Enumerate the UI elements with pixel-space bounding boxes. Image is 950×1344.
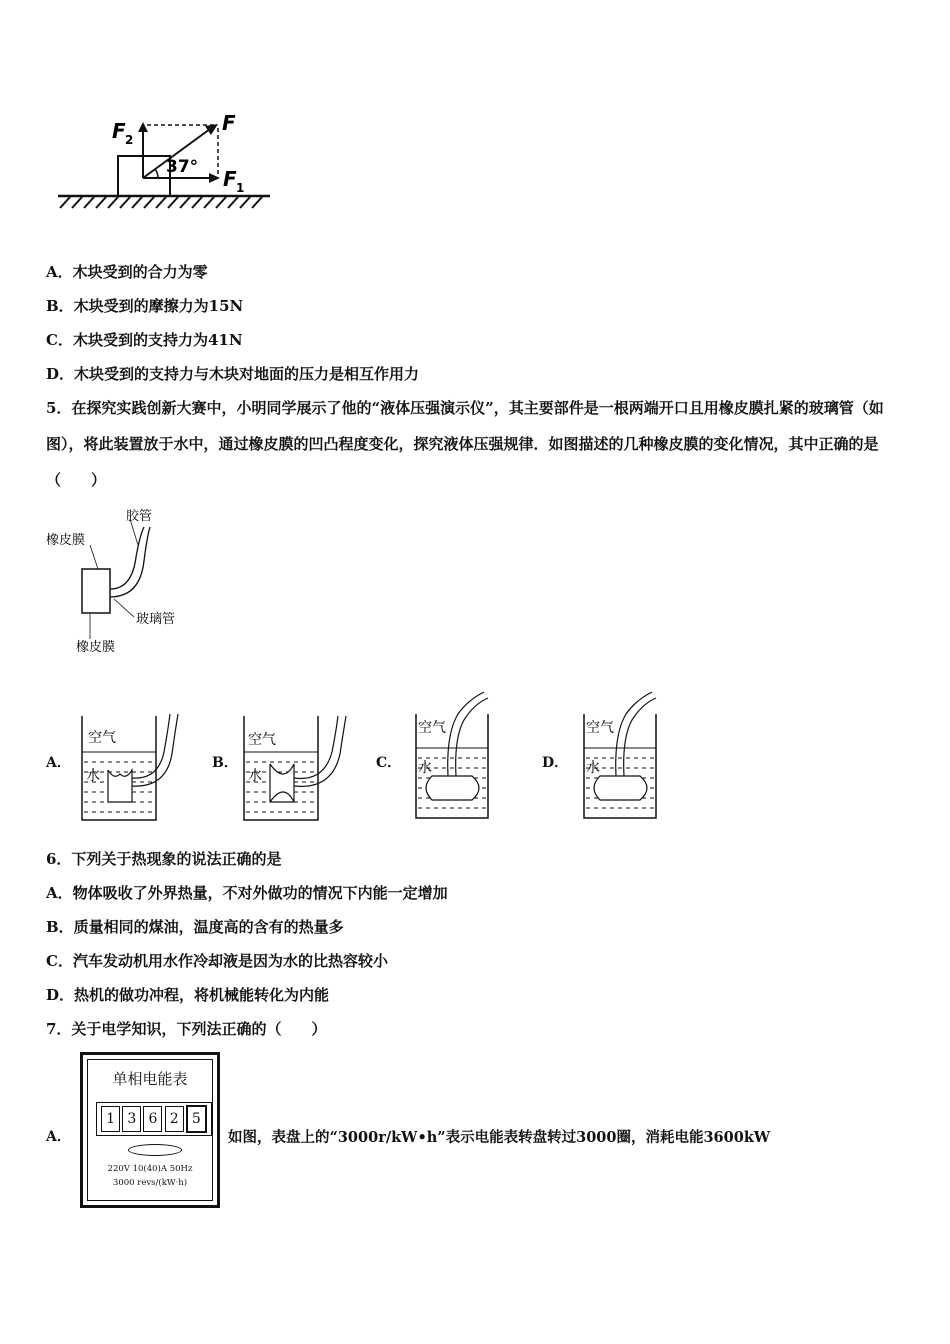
q5-stem: 5．在探究实践创新大赛中，小明同学展示了他的“液体压强演示仪”，其主要部件是一根两端开口且用橡皮膜扎紧的玻璃管（如图），将此装置放于水中，通过橡皮膜的凹凸程度变化，探究液体压强规律．如图描述的几种橡皮膜的变化情况，其中正确的是（ ） — [46, 399, 884, 489]
label-hose: 胶管 — [126, 509, 153, 524]
q7-option-a-text[interactable]: 如图，表盘上的“3000r/kW•h”表示电能表转盘转过3000圈，消耗电能3600kW — [228, 1129, 771, 1146]
label-air: 空气 — [88, 730, 116, 746]
q5-option-a[interactable]: A． — [46, 755, 71, 771]
q4-option-c[interactable]: C．木块受到的支持力为41N — [46, 331, 243, 349]
label-water: 水 — [248, 768, 262, 784]
q6-option-c[interactable]: C．汽车发动机用水作冷却液是因为水的比热容较小 — [46, 952, 388, 970]
beaker-c — [412, 688, 496, 822]
q5-option-b[interactable]: B． — [212, 755, 238, 771]
meter-digit: 1 — [101, 1106, 120, 1132]
meter-disc — [128, 1144, 182, 1156]
label-air: 空气 — [586, 720, 614, 736]
beaker-a — [78, 708, 188, 826]
label-air: 空气 — [248, 732, 276, 748]
meter-digit: 6 — [143, 1106, 162, 1132]
beaker-b — [240, 712, 352, 826]
q5-option-d[interactable]: D． — [542, 755, 569, 771]
q6-option-b[interactable]: B．质量相同的煤油，温度高的含有的热量多 — [46, 918, 344, 936]
label-water: 水 — [86, 768, 100, 784]
label-F1-sub: 1 — [236, 181, 245, 195]
force-diagram — [50, 108, 280, 212]
q6-option-d[interactable]: D．热机的做功冲程，将机械能转化为内能 — [46, 986, 330, 1004]
meter-spec-revs: 3000 revs/(kW·h) — [112, 1178, 188, 1188]
label-F1: F — [223, 167, 237, 191]
meter-digit: 3 — [122, 1106, 141, 1132]
label-F: F — [222, 111, 236, 135]
q4-option-b[interactable]: B．木块受到的摩擦力为15N — [46, 297, 244, 315]
label-F2: F — [112, 119, 126, 143]
beaker-d — [580, 688, 664, 822]
q4-option-d[interactable]: D．木块受到的支持力与木块对地面的压力是相互作用力 — [46, 365, 420, 383]
q6-option-a[interactable]: A．物体吸收了外界热量，不对外做功的情况下内能一定增加 — [46, 884, 448, 902]
label-F2-sub: 2 — [125, 133, 134, 147]
q6-stem: 6．下列关于热现象的说法正确的是 — [46, 850, 282, 868]
q5-option-c[interactable]: C． — [376, 755, 402, 771]
label-air: 空气 — [418, 720, 446, 736]
q7-stem: 7．关于电学知识，下列法正确的（ ） — [46, 1020, 327, 1038]
meter-digits — [96, 1102, 212, 1136]
label-glass-tube: 玻璃管 — [136, 612, 176, 627]
meter-spec-rating: 220V 10(40)A 50Hz — [107, 1164, 193, 1174]
label-membrane-top: 橡皮膜 — [46, 533, 86, 548]
q7-option-a[interactable]: A． — [46, 1129, 71, 1145]
label-angle: 37° — [166, 157, 199, 177]
meter-title: 单相电能表 — [112, 1070, 188, 1088]
electric-meter — [80, 1052, 220, 1208]
label-membrane-bottom: 橡皮膜 — [76, 640, 116, 655]
meter-digit: 2 — [165, 1106, 184, 1132]
glass-tube — [82, 569, 110, 613]
label-water: 水 — [586, 760, 600, 776]
apparatus-figure — [40, 505, 200, 660]
q4-option-a[interactable]: A．木块受到的合力为零 — [46, 263, 208, 281]
label-water: 水 — [418, 760, 432, 776]
meter-digit-decimal: 5 — [186, 1105, 207, 1133]
